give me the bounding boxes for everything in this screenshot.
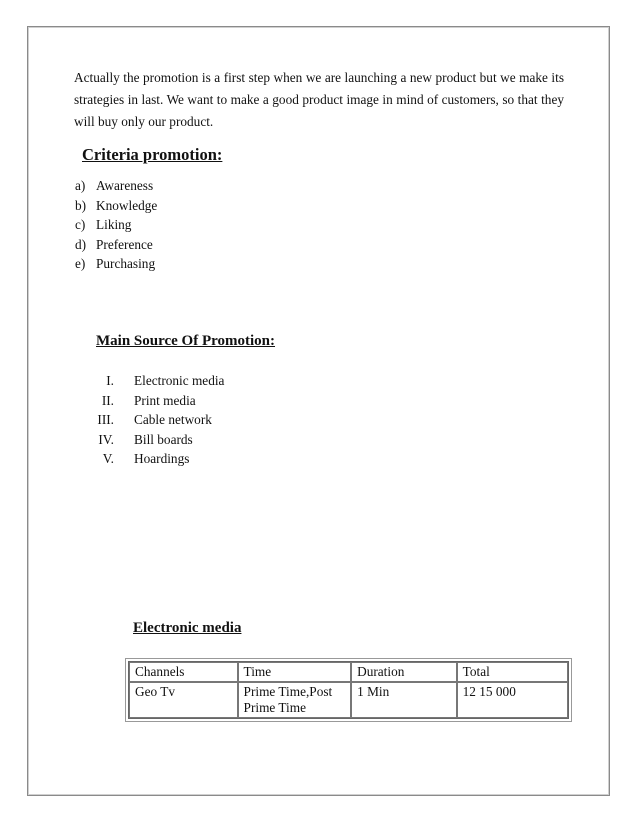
criteria-heading: Criteria promotion: xyxy=(82,145,223,164)
table-cell: Geo Tv xyxy=(129,682,238,718)
table-header-cell: Channels xyxy=(129,662,238,682)
table-row xyxy=(129,682,568,718)
table-header-cell: Duration xyxy=(351,662,457,682)
intro-paragraph: Actually the promotion is a first step when we are launching a new product but we make its strategies in last. We want to make a good product image in mind of customers, so that they will buy only our product. xyxy=(74,70,564,129)
list-marker: d) xyxy=(75,236,87,252)
list-marker: e) xyxy=(75,256,86,271)
list-marker: V. xyxy=(102,451,114,466)
sources-list xyxy=(84,371,224,469)
table-cell: Prime Time,Post Prime Time xyxy=(238,682,352,718)
table-cell: 1 Min xyxy=(351,682,457,718)
list-item xyxy=(75,235,157,255)
list-item xyxy=(75,176,157,196)
list-label: Hoardings xyxy=(134,451,190,466)
list-label: Knowledge xyxy=(96,197,158,213)
table-header-row xyxy=(129,662,568,682)
list-marker: b) xyxy=(75,197,87,213)
list-label: Preference xyxy=(96,236,153,252)
criteria-list xyxy=(75,176,157,274)
list-item xyxy=(84,371,224,391)
list-marker: I. xyxy=(106,373,114,388)
list-item xyxy=(75,196,157,216)
list-item xyxy=(84,430,224,450)
list-label: Purchasing xyxy=(96,256,156,271)
list-label: Awareness xyxy=(96,178,154,193)
table-header-cell: Time xyxy=(238,662,352,682)
list-item xyxy=(84,449,224,469)
list-label: Print media xyxy=(134,392,196,408)
electronic-media-table xyxy=(128,661,569,719)
list-label: Cable network xyxy=(134,412,212,427)
electronic-media-heading: Electronic media xyxy=(133,620,242,636)
table-cell: 12 15 000 xyxy=(457,682,568,718)
list-item xyxy=(75,254,157,274)
list-label: Liking xyxy=(96,217,132,232)
table-header-cell: Total xyxy=(457,662,568,682)
list-label: Electronic media xyxy=(134,373,225,388)
list-marker: II. xyxy=(101,392,114,408)
list-marker: a) xyxy=(75,178,86,193)
list-item xyxy=(84,391,224,411)
list-marker: IV. xyxy=(98,431,114,447)
sources-heading: Main Source Of Promotion: xyxy=(96,333,276,349)
list-item xyxy=(84,410,224,430)
list-marker: III. xyxy=(97,412,114,427)
list-marker: c) xyxy=(75,217,86,232)
list-item xyxy=(75,215,157,235)
list-label: Bill boards xyxy=(134,431,193,447)
